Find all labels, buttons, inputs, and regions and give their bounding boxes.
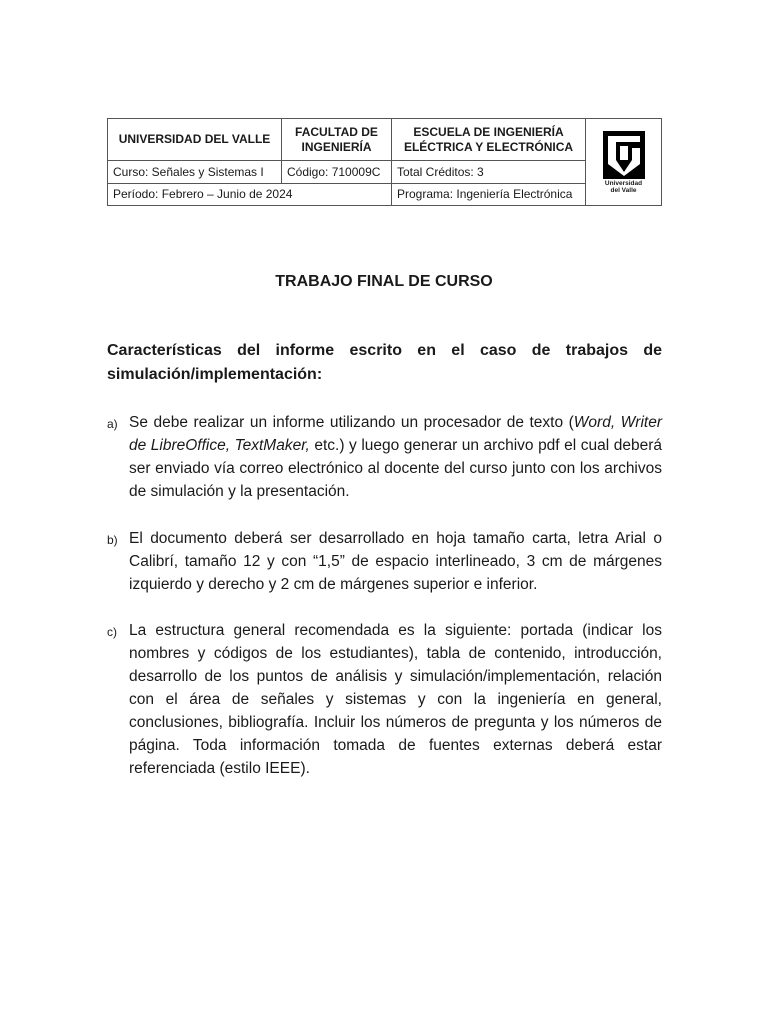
document-title: TRABAJO FINAL DE CURSO <box>275 273 493 290</box>
total-credits: Total Créditos: 3 <box>392 161 586 183</box>
list-item-label: a) <box>107 417 118 431</box>
course-code: Código: 710009C <box>282 161 392 183</box>
program: Programa: Ingeniería Electrónica <box>392 183 586 205</box>
list-item-text: El documento deberá ser desarrollado en hoja tamaño carta, letra Arial o Calibrí, tamaño 12 y con “1,5” de espacio interlineado, 3 cm de márgenes izquierdo y derecho y 2 cm de márgenes superior e inferior. <box>129 530 662 593</box>
list-item-b <box>107 527 662 596</box>
list-item-label: b) <box>107 533 118 547</box>
list-item-text: La estructura general recomendada es la siguiente: portada (indicar los nombres y códigos de los estudiantes), tabla de contenido, introducción, desarrollo de los puntos de análisis y simulación/implementación, relación con el área de señales y sistemas y con la ingeniería en general, conclusiones, bibliografía. Incluir los números de pregunta y los números de página. Toda información tomada de fuentes externas deberá estar referenciada (estilo IEEE). <box>129 622 662 777</box>
section-intro: Características del informe escrito en el caso de trabajos de simulación/implementación: <box>107 342 662 383</box>
list-item-label: c) <box>107 625 117 639</box>
university-name: UNIVERSIDAD DEL VALLE <box>108 119 282 161</box>
list-item-a <box>107 411 662 503</box>
header-table <box>107 118 662 206</box>
faculty-name: FACULTAD DE INGENIERÍA <box>282 119 392 161</box>
course-name: Curso: Señales y Sistemas I <box>108 161 282 183</box>
university-logo <box>586 119 662 206</box>
list-item-text: Se debe realizar un informe utilizando un procesador de texto (Word, Writer de LibreOffice, TextMaker, etc.) y luego generar un archivo pdf el cual deberá ser enviado vía correo electrónico al docente del curso junto con los archivos de simulación y la presentación. <box>129 414 662 500</box>
logo-mark-icon <box>602 130 646 180</box>
list-item-c <box>107 619 662 780</box>
logo-caption-1: Universidad <box>604 180 643 187</box>
logo-caption-2: del Valle <box>610 187 637 194</box>
school-name: ESCUELA DE INGENIERÍA ELÉCTRICA Y ELECTRÓNICA <box>392 119 586 161</box>
period: Período: Febrero – Junio de 2024 <box>108 183 392 205</box>
